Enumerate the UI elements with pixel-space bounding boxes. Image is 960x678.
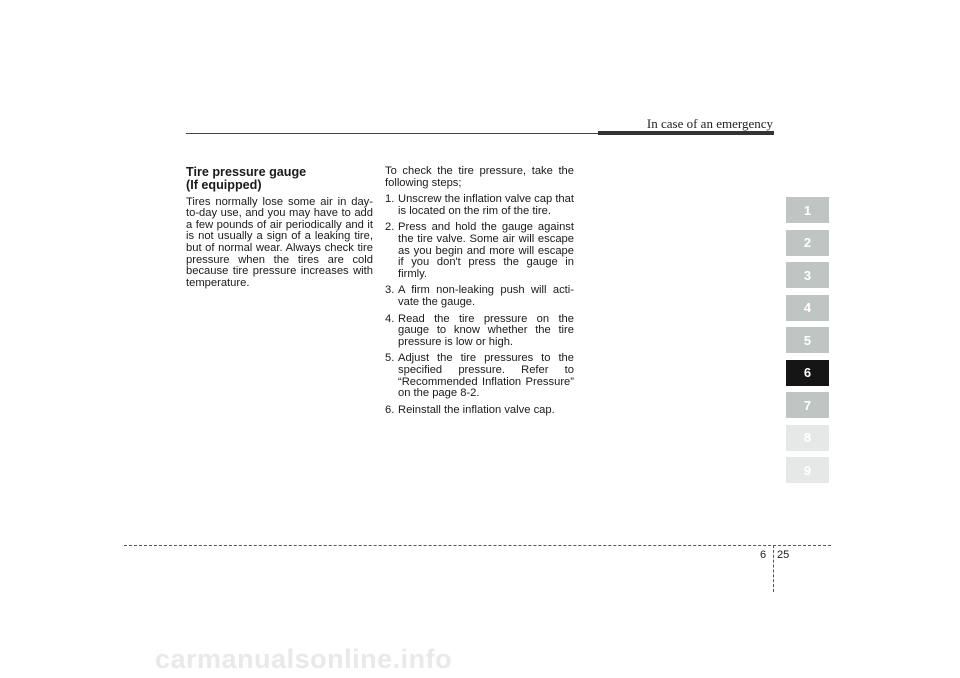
chapter-tab-7[interactable]: 7 (786, 392, 829, 418)
steps-intro: To check the tire pressure, take the following steps; (385, 165, 574, 189)
chapter-tab-3[interactable]: 3 (786, 262, 829, 288)
page-heading (186, 166, 373, 192)
watermark: carmanualsonline.info (155, 644, 453, 674)
heading-line-2: (If equipped) (186, 177, 262, 192)
step-text: Press and hold the gauge against the tire valve. Some air will escape as you begin and more will escape if you don't press the gauge in firmly. (398, 221, 574, 280)
footer-rule (124, 545, 831, 546)
step-number: 6. (385, 403, 395, 416)
chapter-tab-4[interactable]: 4 (786, 295, 829, 321)
step-text: Read the tire pressure on the gauge to know whether the tire pressure is low or high. (398, 312, 574, 348)
step-number: 2. (385, 221, 395, 234)
heading-line-1: Tire pressure gauge (186, 165, 307, 179)
step-text: A firm non-leaking push will acti-vate the gauge. (398, 284, 574, 308)
chapter-tab-6[interactable]: 6 (786, 360, 829, 386)
footer-chapter-number: 6 (760, 549, 767, 561)
footer-page-number: 25 (777, 549, 790, 561)
list-item (385, 405, 574, 417)
chapter-tab-5[interactable]: 5 (786, 327, 829, 353)
chapter-tab-9[interactable]: 9 (786, 457, 829, 483)
chapter-tab-2[interactable]: 2 (786, 230, 829, 256)
steps-list (385, 194, 574, 416)
list-item (385, 353, 574, 399)
intro-paragraph: Tires normally lose some air in day-to-day use, and you may have to add a few pounds of air periodically and it is not usually a sign of a leaking tire, but of normal wear. Always check tire pressure when the tires are cold because tire pressure increases with temperature. (186, 195, 373, 289)
step-number: 5. (385, 352, 395, 365)
list-item (385, 285, 574, 308)
header-rule (186, 133, 598, 134)
step-text: Adjust the tire pressures to the specified pressure. Refer to “Recommended Inflation Pressure” on the page 8-2. (398, 352, 574, 400)
section-title: In case of an emergency (646, 116, 773, 131)
right-column (385, 166, 574, 421)
chapter-tabs (786, 197, 829, 490)
list-item (385, 222, 574, 280)
chapter-tab-1[interactable]: 1 (786, 197, 829, 223)
step-number: 3. (385, 284, 395, 297)
left-column (186, 166, 373, 289)
list-item (385, 194, 574, 217)
list-item (385, 314, 574, 349)
header-rule-bold (598, 131, 774, 135)
chapter-tab-8[interactable]: 8 (786, 425, 829, 451)
step-number: 1. (385, 193, 395, 206)
step-number: 4. (385, 312, 395, 325)
step-text: Reinstall the inflation valve cap. (398, 403, 555, 416)
step-text: Unscrew the inflation valve cap that is located on the rim of the tire. (398, 193, 574, 217)
footer-divider (773, 545, 774, 592)
